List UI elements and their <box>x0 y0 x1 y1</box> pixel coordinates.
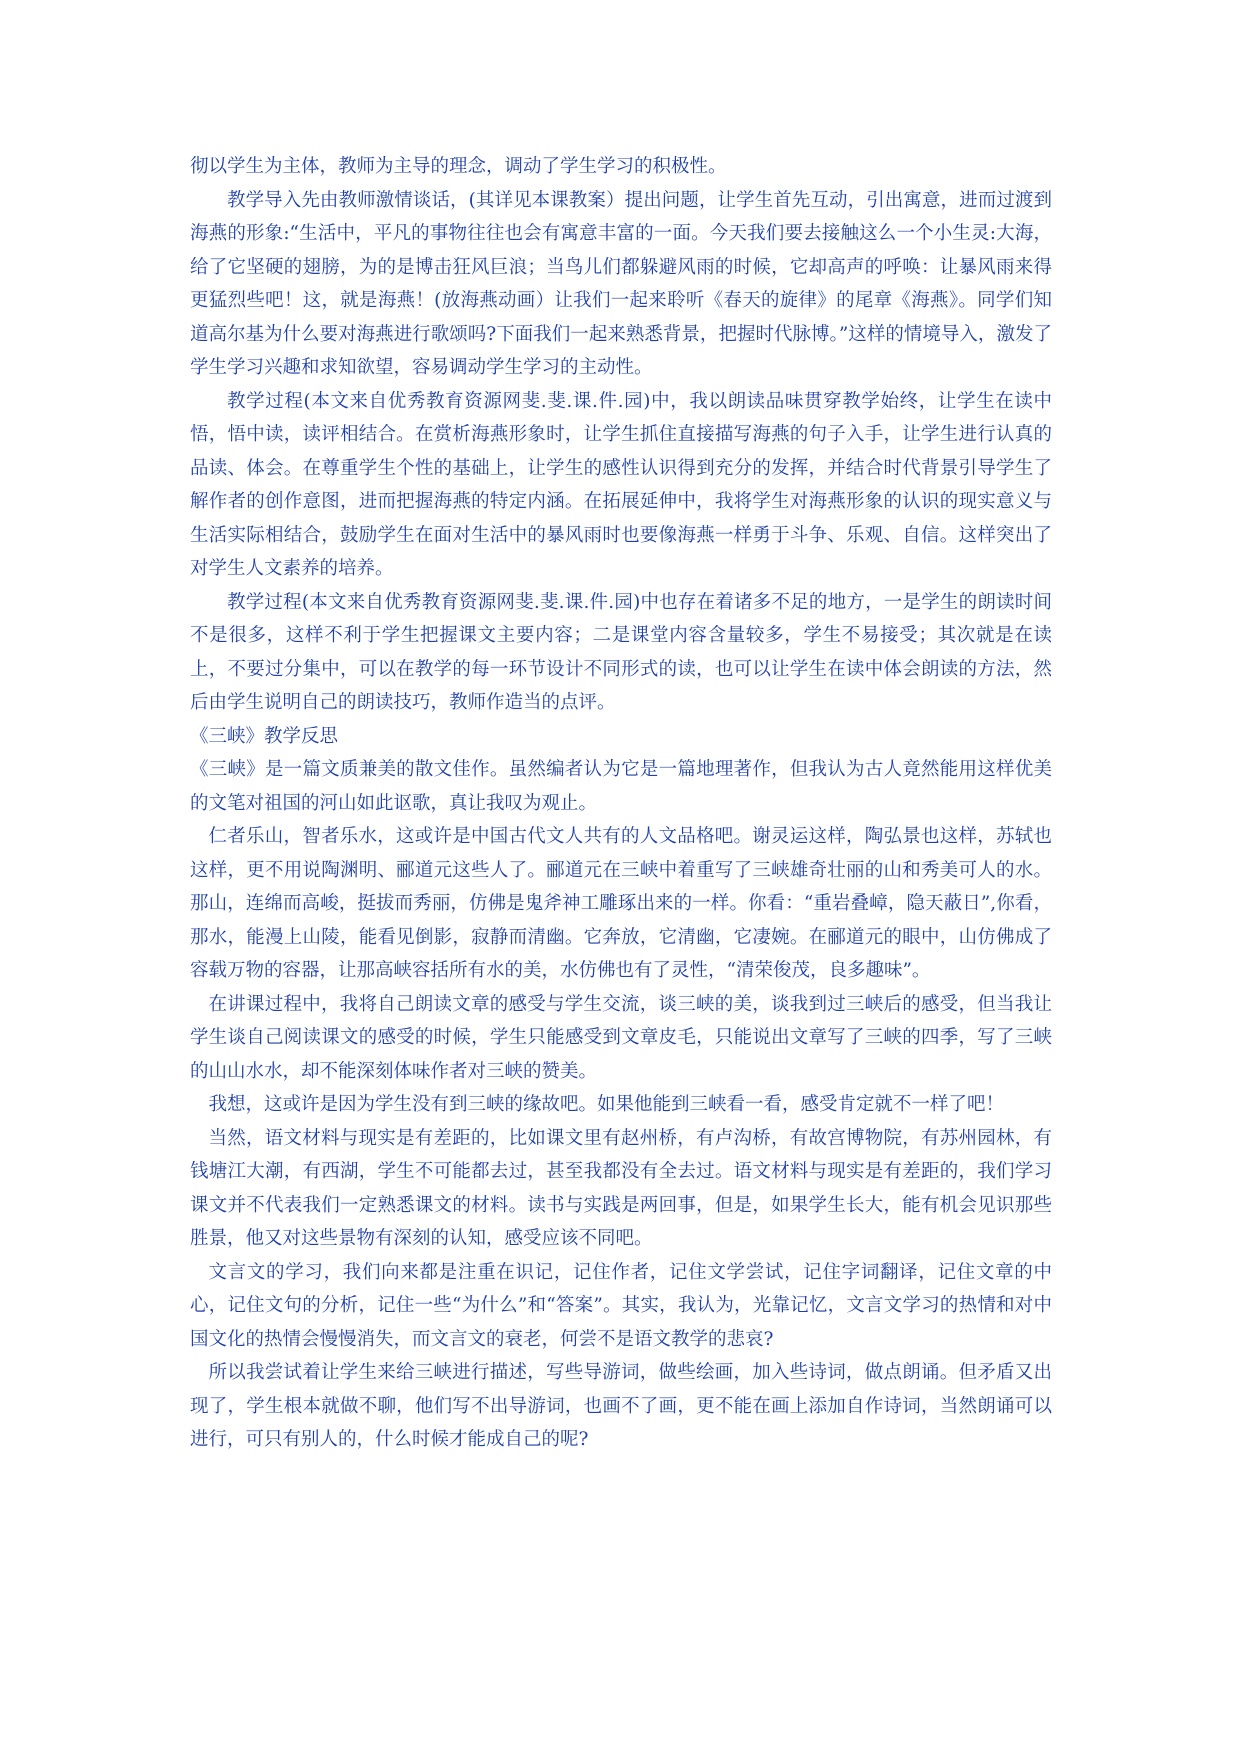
paragraph-attempt: 所以我尝试着让学生来给三峡进行描述，写些导游词，做些绘画，加入些诗词，做点朗诵。但矛盾又出现了，学生根本就做不聊，他们写不出导游词，也画不了画，更不能在画上添加自作诗词，当然朗诵可以进行，可只有别人的，什么时候才能成自己的呢? <box>190 1362 1052 1450</box>
document-page <box>190 150 1052 1457</box>
paragraph-materials: 当然，语文材料与现实是有差距的，比如课文里有赵州桥，有卢沟桥，有故宫博物院，有苏州园林，有钱塘江大潮，有西湖，学生不可能都去过，甚至我都没有全去过。语文材料与现实是有差距的，我们学习课文并不代表我们一定熟悉课文的材料。读书与实践是两回事，但是，如果学生长大，能有机会见识那些胜景，他又对这些景物有深刻的认知，感受应该不同吧。 <box>190 1127 1052 1249</box>
paragraph-classical-chinese: 文言文的学习，我们向来都是注重在识记，记住作者，记住文学尝试，记住字词翻译，记住文章的中心，记住文句的分析，记住一些“为什么”和“答案”。其实，我认为，光靠记忆，文言文学习的热情和对中国文化的热情会慢慢消失，而文言文的衰老，何尝不是语文教学的悲哀? <box>190 1261 1052 1350</box>
paragraph-sanxia-intro: 《三峡》是一篇文质兼美的散文佳作。虽然编者认为它是一篇地理著作，但我认为古人竟然能用这样优美的文笔对祖国的河山如此讴歌，真让我叹为观止。 <box>190 759 1052 814</box>
paragraph-classroom: 在讲课过程中，我将自己朗读文章的感受与学生交流，谈三峡的美，谈我到过三峡后的感受，但当我让学生谈自己阅读课文的感受的时候，学生只能感受到文章皮毛，只能说出文章写了三峡的四季，写了三峡的山山水水，却不能深刻体味作者对三峡的赞美。 <box>190 993 1052 1082</box>
section-heading: 《三峡》教学反思 <box>190 725 339 747</box>
paragraph-mountains-waters: 仁者乐山，智者乐水，这或许是中国古代文人共有的人文品格吧。谢灵运这样，陶弘景也这样，苏轼也这样，更不用说陶渊明、郦道元这些人了。郦道元在三峡中着重写了三峡雄奇壮丽的山和秀美可人的水。那山，连绵而高峻，挺拔而秀丽，仿佛是鬼斧神工雕琢出来的一样。你看：“重岩叠嶂，隐天蔽日”,你看，那水，能漫上山陵，能看见倒影，寂静而清幽。它奔放，它清幽，它凄婉。在郦道元的眼中，山仿佛成了容载万物的容器，让那高峡容括所有水的美，水仿佛也有了灵性，“清荣俊茂，良多趣味”。 <box>190 826 1052 981</box>
paragraph-reflection: 我想，这或许是因为学生没有到三峡的缘故吧。如果他能到三峡看一看，感受肯定就不一样了吧！ <box>208 1094 1005 1115</box>
paragraph-teaching-process: 教学过程(本文来自优秀教育资源网斐.斐.课.件.园)中，我以朗读品味贯穿教学始终，让学生在读中悟，悟中读，读评相结合。在赏析海燕形象时，让学生抓住直接描写海燕的句子入手，让学生进行认真的品读、体会。在尊重学生个性的基础上，让学生的感性认识得到充分的发挥，并结合时代背景引导学生了解作者的创作意图，进而把握海燕的特定内涵。在拓展延伸中，我将学生对海燕形象的认识的现实意义与生活实际相结合，鼓励学生在面对生活中的暴风雨时也要像海燕一样勇于斗争、乐观、自信。这样突出了对学生人文素养的培养。 <box>190 390 1052 579</box>
paragraph-shortcomings: 教学过程(本文来自优秀教育资源网斐.斐.课.件.园)中也存在着诸多不足的地方，一是学生的朗读时间不是很多，这样不利于学生把握课文主要内容；二是课堂内容含量较多，学生不易接受；其次就是在读上，不要过分集中，可以在教学的每一环节设计不同形式的读，也可以让学生在读中体会朗读的方法，然后由学生说明自己的朗读技巧，教师作造当的点评。 <box>190 591 1052 713</box>
paragraph-continuation: 彻以学生为主体，教师为主导的理念，调动了学生学习的积极性。 <box>190 156 727 177</box>
paragraph-lesson-intro: 教学导入先由教师激情谈话，(其详见本课教案）提出问题，让学生首先互动，引出寓意，进而过渡到海燕的形象:“生活中，平凡的事物往往也会有寓意丰富的一面。今天我们要去接触这么一个小生灵:大海，给了它坚硬的翅膀，为的是博击狂风巨浪；当鸟儿们都躲避风雨的时候，它却高声的呼唤：让暴风雨来得更猛烈些吧！这，就是海燕！(放海燕动画）让我们一起来聆听《春天的旋律》的尾章《海燕》。同学们知道高尔基为什么要对海燕进行歌颂吗?下面我们一起来熟悉背景，把握时代脉博。”这样的情境导入，激发了学生学习兴趣和求知欲望，容易调动学生学习的主动性。 <box>190 189 1052 378</box>
